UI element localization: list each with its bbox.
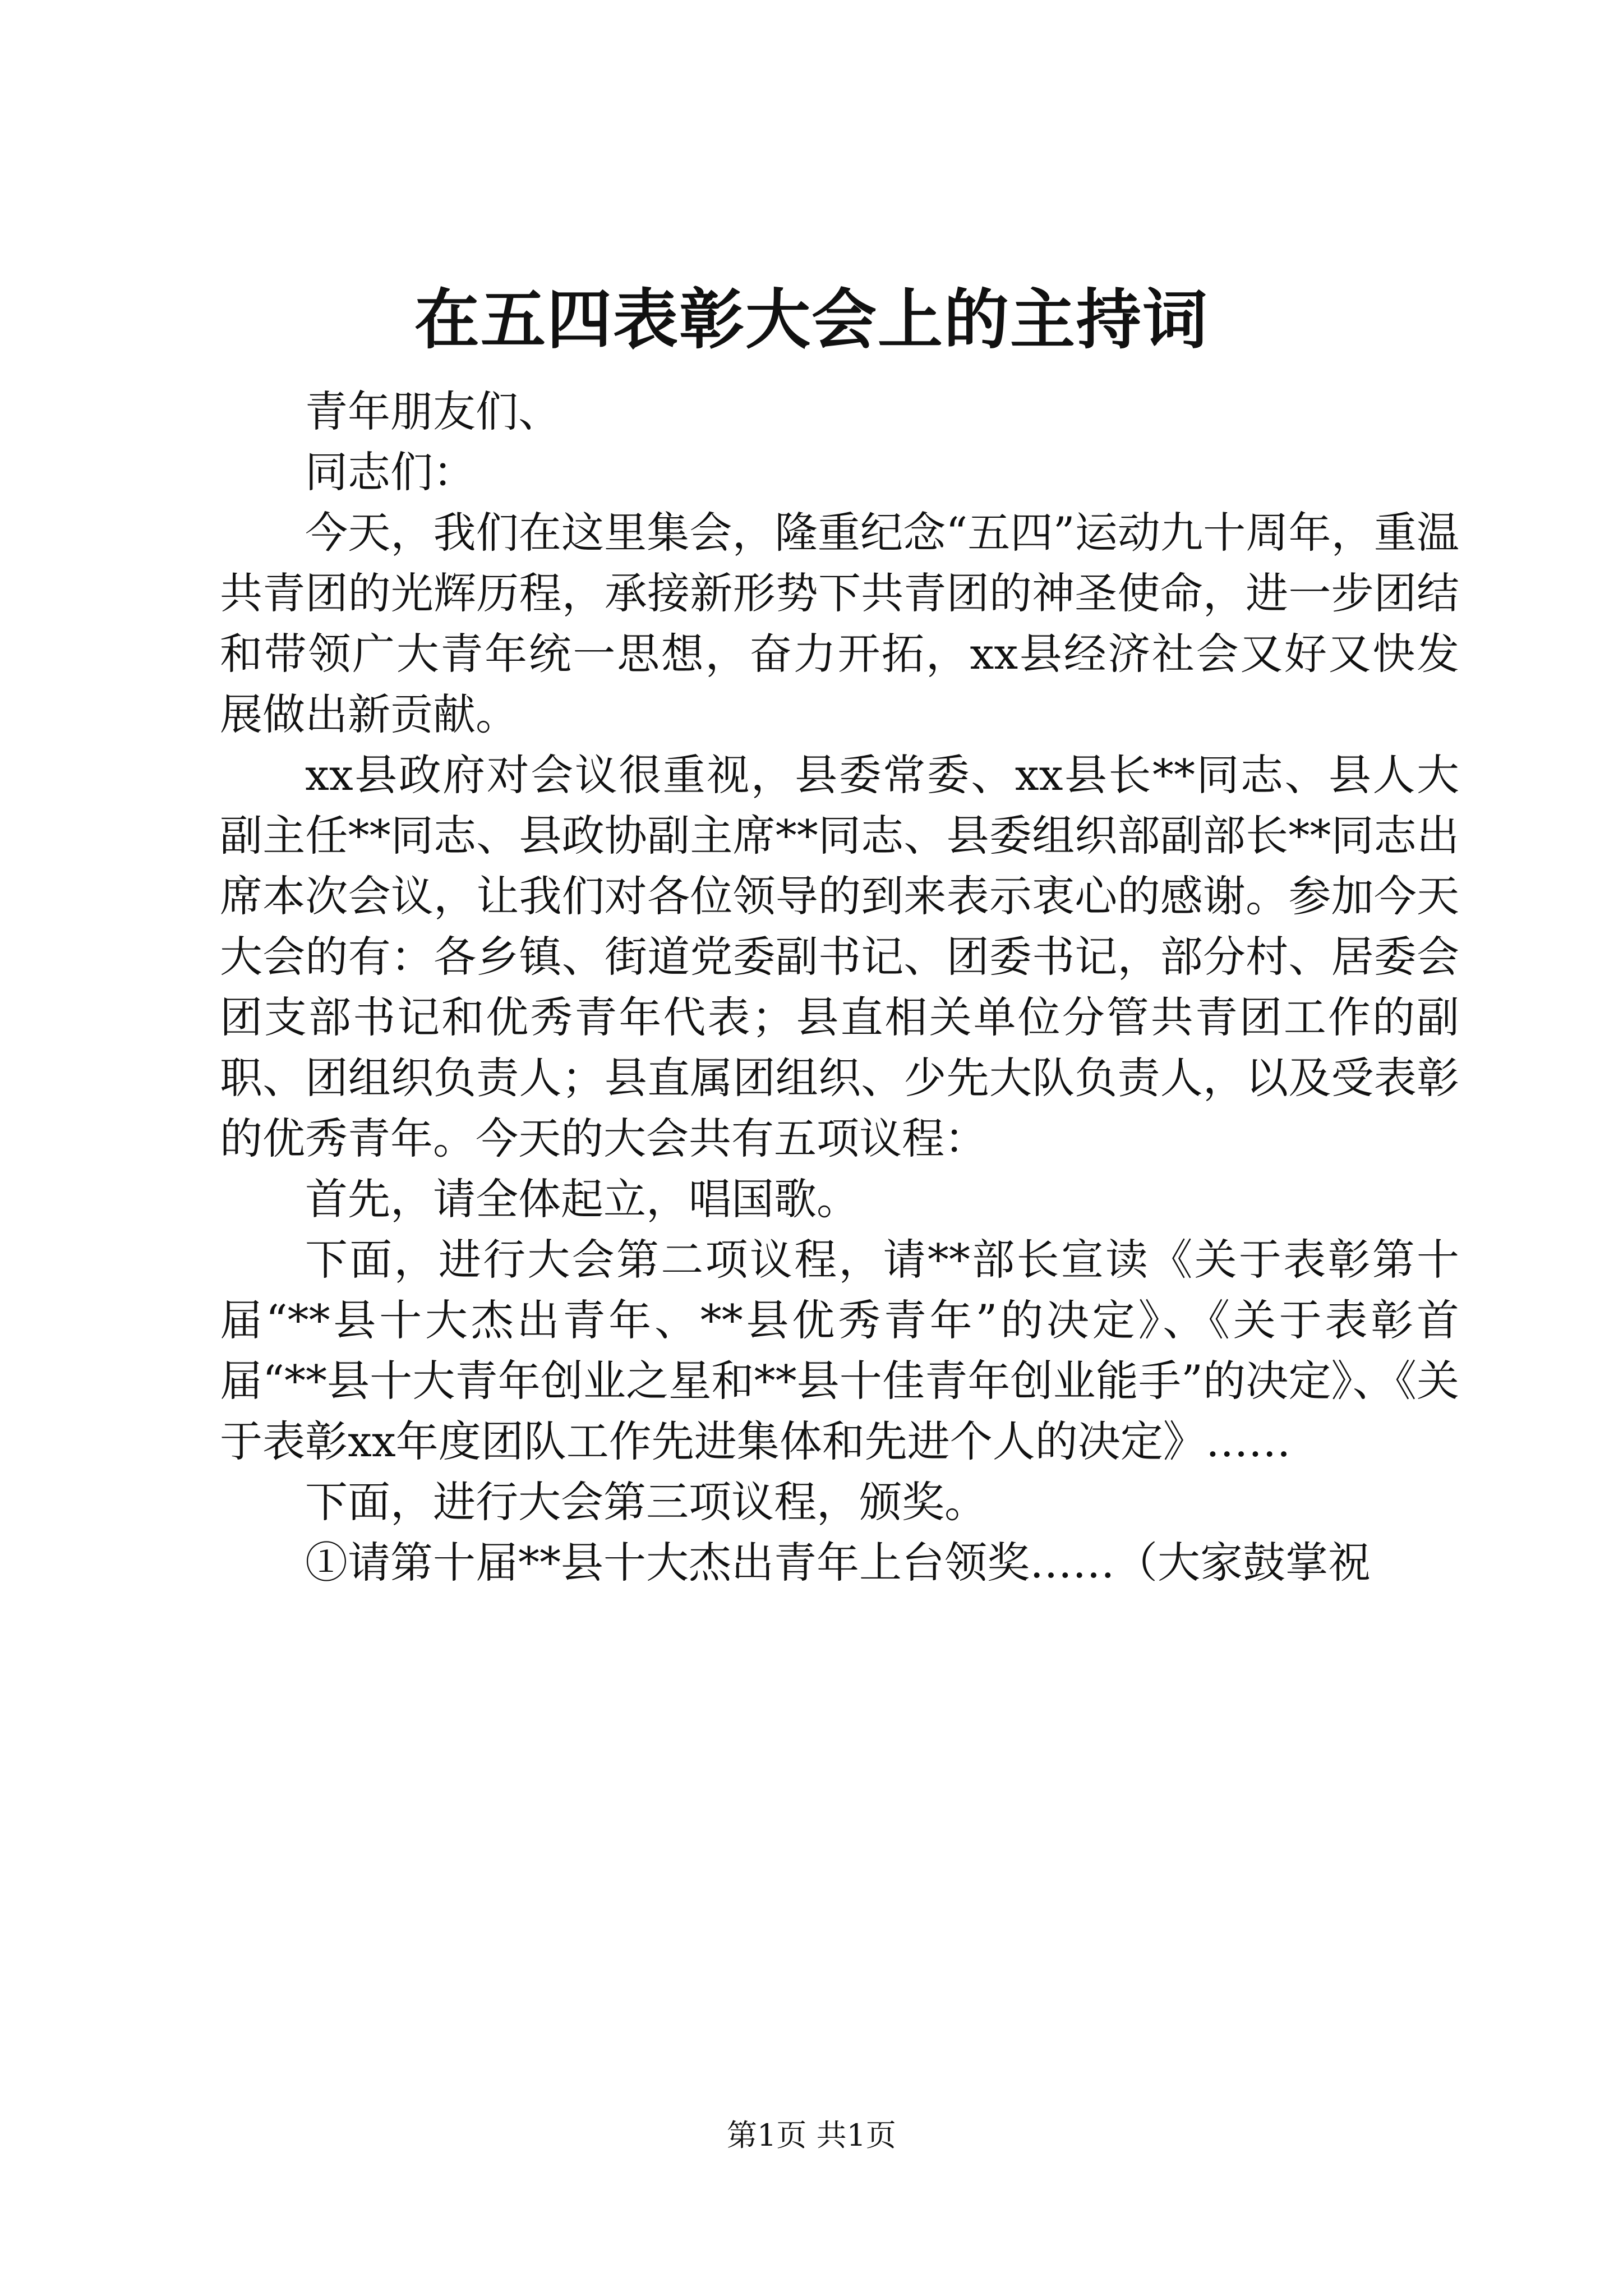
paragraph-opening: 今天，我们在这里集会，隆重纪念“五四”运动九十周年，重温共青团的光辉历程，承接新形势下共青团的神圣使命，进一步团结和带领广大青年统一思想，奋力开拓，xx县经济社会又好又快发展做出新贡献。: [220, 508, 1459, 739]
paragraph-greeting-1: 青年朋友们、: [305, 386, 561, 436]
paragraph-award-1: ①请第十届**县十大杰出青年上台领奖……（大家鼓掌祝: [305, 1538, 1371, 1588]
document-title: 在五四表彰大会上的主持词: [414, 282, 1209, 358]
paragraph-agenda-2: 下面，进行大会第二项议程，请**部长宣读《关于表彰第十届“**县十大杰出青年、**县优秀青年”的决定》、《关于表彰首届“**县十大青年创业之星和**县十佳青年创业能手”的决定》、《关于表彰xx年度团队工作先进集体和先进个人的决定》……: [220, 1235, 1459, 1466]
paragraph-agenda-3: 下面，进行大会第三项议程，颁奖。: [305, 1477, 987, 1527]
paragraph-greeting-2: 同志们：: [305, 447, 476, 497]
paragraph-agenda-1: 首先，请全体起立，唱国歌。: [305, 1174, 859, 1224]
paragraph-attendees: xx县政府对会议很重视，县委常委、xx县长**同志、县人大副主任**同志、县政协副主席**同志、县委组织部副部长**同志出席本次会议，让我们对各位领导的到来表示衷心的感谢。参加今天大会的有：各乡镇、街道党委副书记、团委书记，部分村、居委会团支部书记和优秀青年代表；县直相关单位分管共青团工作的副职、团组织负责人；县直属团组织、少先大队负责人，以及受表彰的优秀青年。今天的大会共有五项议程：: [220, 750, 1459, 1163]
document-body: [220, 381, 1459, 1593]
page-footer: 第1页 共1页: [727, 2118, 896, 2153]
